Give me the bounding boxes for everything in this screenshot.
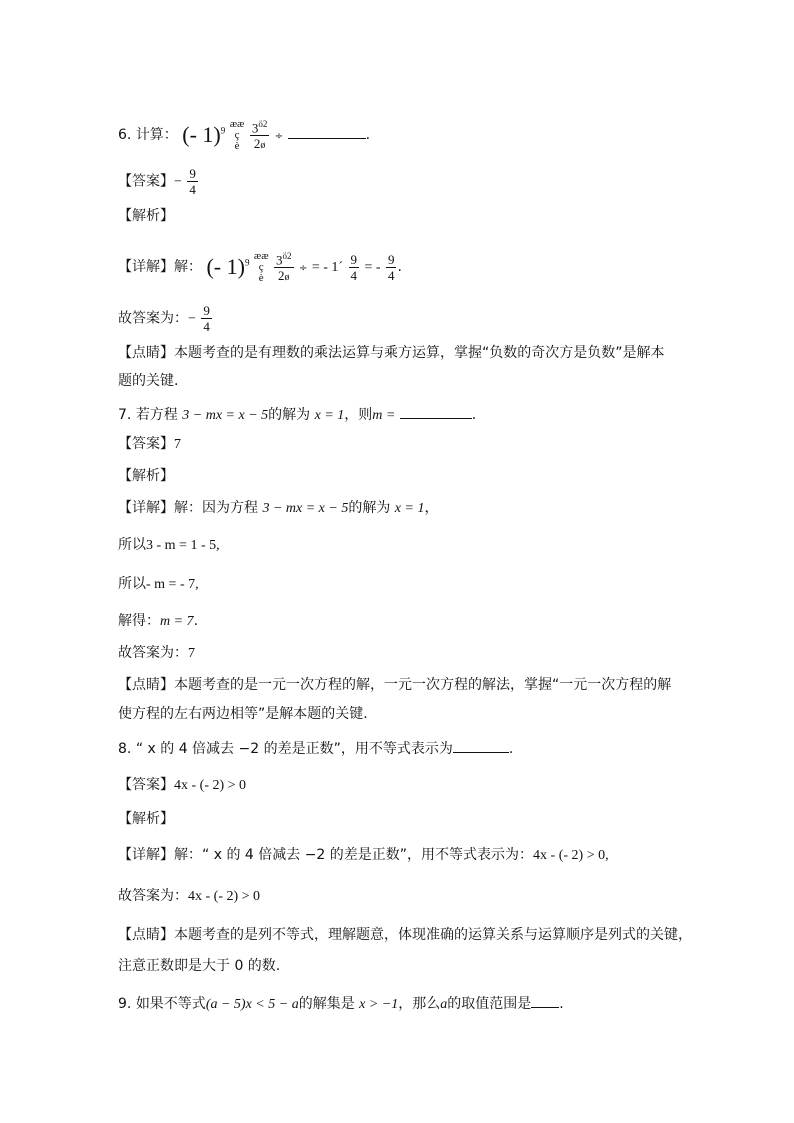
q8-blank — [453, 750, 509, 753]
q9-blank — [531, 1005, 559, 1008]
q6-end: . — [365, 127, 371, 144]
a8-so: 故答案为：4x - (- 2) > 0 — [118, 888, 261, 904]
answer-label: 【答案】 — [118, 173, 174, 190]
q7-blank — [400, 416, 472, 419]
q8-line: 8. “ x 的 4 倍减去 −2 的差是正数”，用不等式表示为 . — [118, 741, 514, 757]
a6-analysis: 【解析】 — [118, 208, 174, 224]
a8-answer: 【答案】4x - (- 2) > 0 — [118, 777, 247, 793]
q9-line: 9. 如果不等式(a − 5)x < 5 − a的解集是 x > −1，那么a的取值范围是 . — [118, 996, 564, 1012]
q6-base: (- 1) — [182, 122, 221, 148]
a7-so: 故答案为：7 — [118, 645, 195, 661]
q6-side: ÷ — [274, 131, 284, 143]
q7-line: 7. 若方程 3 − mx = x − 5的解为 x = 1，则m = . — [118, 407, 477, 423]
a7-comment-2: 使方程的左右两边相等”是解本题的关键. — [118, 706, 368, 722]
a6-comment-2: 题的关键. — [118, 373, 179, 389]
a6-answer: 【答案】− $\frac{9}{4}$ — [118, 166, 196, 197]
q6-fraction: $\frac{3^{ö2}}{2ø}$ — [251, 119, 268, 152]
q6-blank — [288, 136, 366, 139]
q6-exp: 9 — [220, 125, 226, 136]
q6-garble: ææ ç è — [229, 117, 245, 152]
q6-number: 6. — [118, 127, 132, 144]
a7-step1: 所以3 - m = 1 - 5, — [118, 537, 220, 553]
a8-detail: 【详解】解：“ x 的 4 倍减去 −2 的差是正数”，用不等式表示为：4x - (- 2) > 0, — [118, 847, 609, 863]
a8-comment-1: 【点睛】本题考查的是列不等式，理解题意，体现准确的运算关系与运算顺序是列式的关键， — [118, 927, 692, 943]
a8-analysis: 【解析】 — [118, 811, 174, 827]
a6-detail: 【详解】解： (- 1)$^9$ ææ ç è $\frac{3^{ö2}}{2ø}$ ÷ = - 1´ $\frac{9}{4}$ = - $\frac{9}{4}$ . — [118, 249, 402, 284]
a6-so: 故答案为：− $\frac{9}{4}$ — [118, 303, 210, 334]
q6-line — [118, 117, 370, 153]
a8-comment-2: 注意正数即是大于 0 的数. — [118, 958, 281, 974]
a6-answer-fraction: $\frac{9}{4}$ — [189, 166, 196, 197]
a7-comment-1: 【点睛】本题考查的是一元一次方程的解，一元一次方程的解法，掌握“一元一次方程的解 — [118, 677, 672, 693]
a7-analysis: 【解析】 — [118, 468, 174, 484]
detail-label: 【详解】解： — [118, 259, 202, 276]
a7-step2: 所以- m = - 7, — [118, 576, 199, 592]
a7-answer: 【答案】7 — [118, 436, 181, 452]
a7-detail: 【详解】解：因为方程 3 − mx = x − 5的解为 x = 1， — [118, 500, 439, 516]
a7-step3: 解得：m = 7. — [118, 613, 199, 629]
a6-comment-1: 【点睛】本题考查的是有理数的乘法运算与乘方运算，掌握“负数的奇次方是负数”是解本 — [118, 345, 665, 361]
q6-prompt: 计算： — [135, 127, 178, 144]
